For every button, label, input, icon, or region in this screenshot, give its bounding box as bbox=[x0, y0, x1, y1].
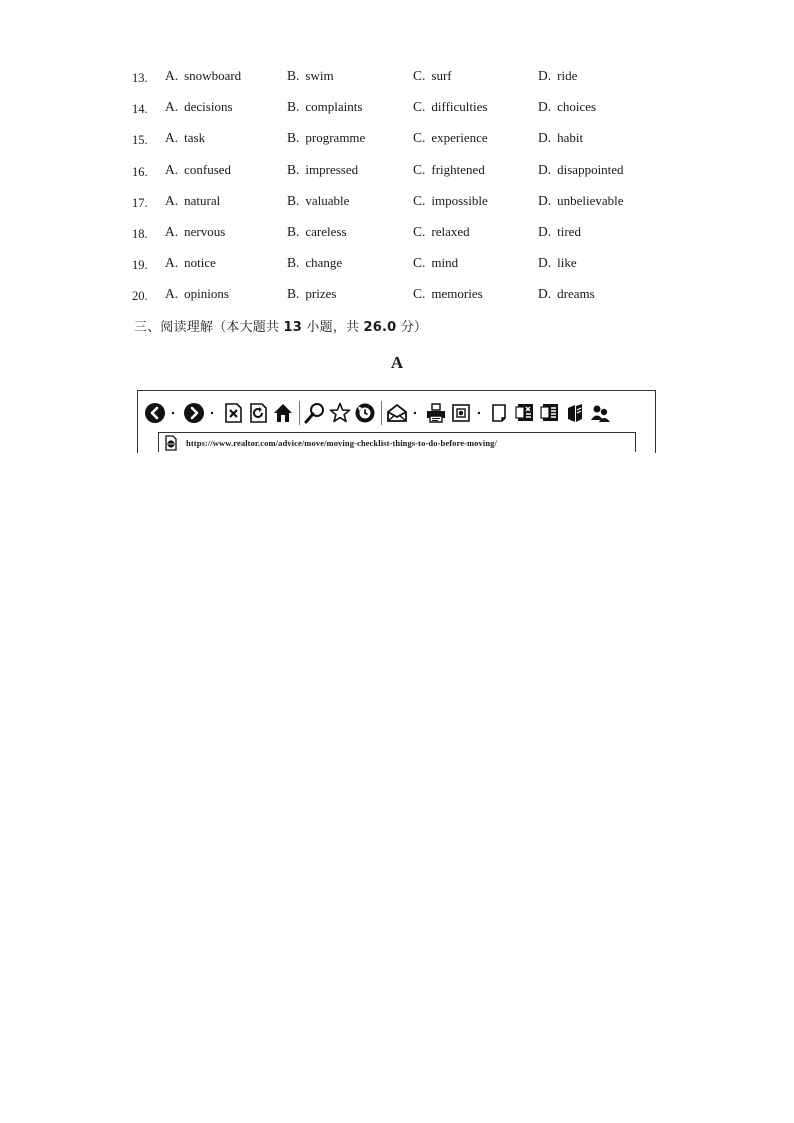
option-text: notice bbox=[184, 255, 216, 271]
option-c bbox=[413, 253, 458, 273]
option-a bbox=[165, 66, 241, 86]
option-c bbox=[413, 66, 452, 86]
messenger-icon bbox=[514, 402, 536, 424]
section-question-count: 13 bbox=[283, 320, 303, 335]
option-b bbox=[287, 66, 334, 86]
option-b bbox=[287, 253, 342, 273]
page-icon bbox=[162, 434, 180, 452]
back-dropdown-icon bbox=[169, 402, 177, 424]
forward-arrow-icon bbox=[183, 402, 205, 424]
search-icon bbox=[304, 402, 326, 424]
option-letter: A. bbox=[165, 161, 179, 177]
option-letter: C. bbox=[413, 99, 426, 115]
option-text: experience bbox=[431, 130, 488, 146]
option-letter: A. bbox=[165, 286, 179, 302]
forward-dropdown-icon bbox=[208, 402, 216, 424]
option-text: impossible bbox=[431, 192, 488, 208]
option-text: nervous bbox=[184, 223, 226, 239]
option-text: dreams bbox=[557, 286, 595, 302]
option-text: choices bbox=[557, 99, 597, 115]
option-letter: C. bbox=[413, 255, 426, 271]
option-a bbox=[165, 222, 225, 242]
option-d bbox=[538, 66, 577, 86]
refresh-icon bbox=[247, 402, 269, 424]
option-letter: B. bbox=[287, 99, 300, 115]
option-letter: D. bbox=[538, 255, 552, 271]
option-letter: D. bbox=[538, 223, 552, 239]
media-icon bbox=[564, 402, 586, 424]
option-a bbox=[165, 97, 233, 117]
section-heading bbox=[134, 316, 427, 335]
option-b bbox=[287, 160, 358, 180]
browser-url: https://www.realtor.com/advice/move/moving-checklist-things-to-do-before-moving/ bbox=[186, 437, 497, 448]
mail-icon bbox=[386, 402, 408, 424]
option-letter: C. bbox=[413, 286, 426, 302]
option-letter: B. bbox=[287, 130, 300, 146]
section-heading-middle: 小题，共 bbox=[302, 320, 364, 335]
option-text: programme bbox=[305, 130, 366, 146]
option-text: like bbox=[557, 255, 577, 271]
option-text: mind bbox=[431, 255, 459, 271]
option-letter: C. bbox=[413, 68, 426, 83]
option-c bbox=[413, 160, 485, 180]
option-text: careless bbox=[305, 223, 347, 239]
toolbar-separator bbox=[299, 401, 300, 425]
mail-dropdown-icon bbox=[411, 402, 419, 424]
print-icon bbox=[425, 402, 447, 424]
option-text: opinions bbox=[184, 286, 229, 302]
option-text: valuable bbox=[305, 192, 350, 208]
option-text: difficulties bbox=[431, 99, 488, 115]
browser-address-bar bbox=[158, 432, 636, 452]
option-letter: B. bbox=[287, 255, 300, 271]
question-row bbox=[132, 97, 692, 128]
question-number: 18. bbox=[132, 226, 148, 241]
option-text: frightened bbox=[431, 161, 485, 177]
option-text: complaints bbox=[305, 99, 363, 115]
question-row bbox=[132, 284, 692, 315]
option-text: impressed bbox=[305, 161, 359, 177]
option-letter: C. bbox=[413, 192, 426, 208]
option-a bbox=[165, 160, 231, 180]
option-d bbox=[538, 284, 595, 304]
option-letter: D. bbox=[538, 99, 552, 115]
option-letter: C. bbox=[413, 130, 426, 146]
option-c bbox=[413, 222, 470, 242]
question-row bbox=[132, 128, 692, 159]
favorites-star-icon bbox=[329, 402, 351, 424]
question-row bbox=[132, 222, 692, 253]
option-c bbox=[413, 191, 488, 211]
option-letter: B. bbox=[287, 286, 300, 302]
option-letter: A. bbox=[165, 255, 179, 271]
option-text: tired bbox=[557, 223, 581, 239]
home-icon bbox=[272, 402, 294, 424]
option-text: natural bbox=[184, 192, 221, 208]
stop-icon bbox=[222, 402, 244, 424]
research-icon bbox=[539, 402, 561, 424]
option-c bbox=[413, 284, 483, 304]
option-letter: D. bbox=[538, 192, 552, 208]
option-a bbox=[165, 191, 220, 211]
option-text: decisions bbox=[184, 99, 233, 115]
option-letter: A. bbox=[165, 223, 179, 239]
option-d bbox=[538, 191, 624, 211]
option-d bbox=[538, 97, 596, 117]
option-d bbox=[538, 253, 577, 273]
option-text: unbelievable bbox=[557, 192, 624, 208]
option-text: surf bbox=[431, 68, 452, 83]
history-icon bbox=[354, 402, 376, 424]
question-number: 16. bbox=[132, 164, 148, 179]
toolbar-separator bbox=[381, 401, 382, 425]
option-letter: A. bbox=[165, 192, 179, 208]
option-a bbox=[165, 253, 216, 273]
question-number: 17. bbox=[132, 195, 148, 210]
browser-toolbar bbox=[144, 399, 614, 427]
question-number: 19. bbox=[132, 258, 148, 273]
question-row bbox=[132, 66, 692, 97]
option-text: swim bbox=[305, 68, 334, 83]
edit-icon bbox=[450, 402, 472, 424]
option-text: snowboard bbox=[184, 68, 242, 83]
question-number: 14. bbox=[132, 102, 148, 117]
option-text: memories bbox=[431, 286, 483, 302]
question-number: 13. bbox=[132, 71, 148, 85]
option-text: task bbox=[184, 130, 206, 146]
option-letter: B. bbox=[287, 192, 300, 208]
discuss-icon bbox=[489, 402, 511, 424]
option-b bbox=[287, 128, 365, 148]
option-text: relaxed bbox=[431, 223, 470, 239]
option-a bbox=[165, 284, 229, 304]
option-letter: C. bbox=[413, 161, 426, 177]
option-letter: B. bbox=[287, 223, 300, 239]
option-text: prizes bbox=[305, 286, 337, 302]
question-row bbox=[132, 191, 692, 222]
browser-screenshot bbox=[137, 390, 656, 453]
question-number: 15. bbox=[132, 133, 148, 148]
answer-options-list bbox=[132, 66, 692, 316]
option-d bbox=[538, 160, 624, 180]
passage-title: A bbox=[390, 353, 404, 372]
option-b bbox=[287, 97, 362, 117]
option-b bbox=[287, 284, 336, 304]
option-text: change bbox=[305, 255, 343, 271]
section-heading-prefix: 三、阅读理解（本大题共 bbox=[134, 320, 284, 335]
option-letter: D. bbox=[538, 68, 552, 83]
option-letter: D. bbox=[538, 130, 552, 146]
option-letter: D. bbox=[538, 286, 552, 302]
option-d bbox=[538, 222, 581, 242]
option-b bbox=[287, 191, 349, 211]
option-letter: B. bbox=[287, 68, 300, 83]
option-letter: B. bbox=[287, 161, 300, 177]
option-b bbox=[287, 222, 347, 242]
option-letter: A. bbox=[165, 130, 179, 146]
edit-dropdown-icon bbox=[475, 402, 483, 424]
option-text: ride bbox=[557, 68, 578, 83]
back-arrow-icon bbox=[144, 402, 166, 424]
option-c bbox=[413, 128, 488, 148]
question-number: 20. bbox=[132, 289, 148, 304]
option-letter: C. bbox=[413, 223, 426, 239]
option-a bbox=[165, 128, 205, 148]
question-row bbox=[132, 160, 692, 191]
option-letter: D. bbox=[538, 161, 552, 177]
contacts-icon bbox=[589, 402, 611, 424]
section-heading-suffix: 分） bbox=[396, 320, 428, 335]
option-letter: A. bbox=[165, 99, 179, 115]
option-text: confused bbox=[184, 161, 232, 177]
option-letter: A. bbox=[165, 68, 179, 83]
option-text: disappointed bbox=[557, 161, 624, 177]
question-row bbox=[132, 253, 692, 284]
option-text: habit bbox=[557, 130, 584, 146]
section-score: 26.0 bbox=[363, 320, 397, 335]
option-c bbox=[413, 97, 487, 117]
option-d bbox=[538, 128, 583, 148]
